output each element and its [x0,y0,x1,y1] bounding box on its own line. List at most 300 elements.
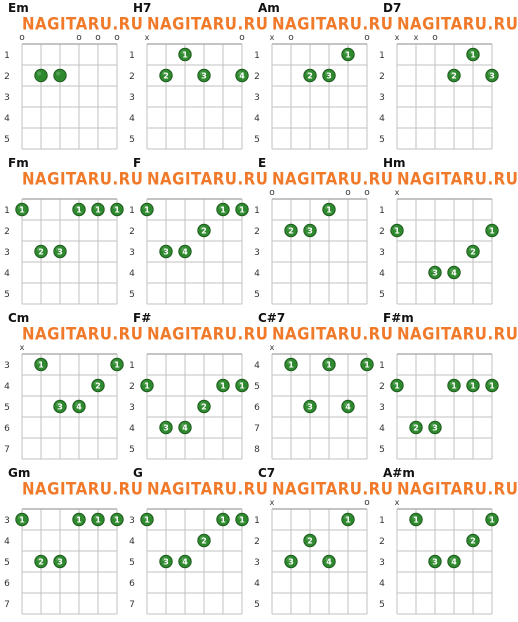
finger-dot [391,379,403,391]
finger-number: 1 [239,205,245,215]
finger-number: 1 [144,515,150,525]
fret-number: 2 [254,72,260,82]
fret-number: 3 [379,403,385,413]
brand-watermark: NAGITARU.RU [147,324,269,345]
finger-number: 1 [220,205,226,215]
brand-watermark: NAGITARU.RU [22,479,144,500]
fretboard [250,155,375,310]
finger-dot [111,203,123,215]
fret-number: 4 [4,537,10,547]
chord-diagram [125,310,269,465]
finger-number: 1 [489,226,495,236]
finger-dot [429,555,441,567]
finger-number: 3 [432,268,438,278]
finger-number: 3 [163,247,169,257]
finger-dot [160,69,172,81]
fret-number: 1 [254,206,260,216]
brand-watermark: NAGITARU.RU [22,14,144,35]
fret-number: 4 [254,579,260,589]
fret-number: 4 [379,269,385,279]
finger-number: 1 [114,515,120,525]
fret-number: 3 [4,516,10,526]
fretboard [0,0,125,155]
finger-dot [92,513,104,525]
fret-number: 4 [254,361,260,371]
fret-number: 4 [379,579,385,589]
finger-number: 2 [288,226,294,236]
finger-dot [323,358,335,370]
finger-dot [73,203,85,215]
fret-number: 3 [379,558,385,568]
fret-number: 3 [254,558,260,568]
fret-number: 3 [129,403,135,413]
fretboard [375,155,500,310]
fretboard [0,310,125,465]
finger-dot [198,224,210,236]
chord-name: H7 [133,1,152,15]
finger-dot [35,555,47,567]
finger-number: 3 [432,557,438,567]
finger-dot [448,379,460,391]
brand-watermark: NAGITARU.RU [147,169,269,190]
finger-number: 1 [470,50,476,60]
fret-number: 2 [379,72,385,82]
finger-number: 1 [95,515,101,525]
finger-number: 1 [470,381,476,391]
fret-number: 2 [254,537,260,547]
open-string-marker: o [269,188,275,198]
finger-dot [179,48,191,60]
finger-number: 2 [470,536,476,546]
fret-number: 5 [129,135,135,145]
chord-name: G [133,466,143,480]
finger-number: 4 [451,268,457,278]
brand-watermark: NAGITARU.RU [397,479,518,500]
finger-dot [486,513,498,525]
finger-dot [35,245,47,257]
fret-number: 4 [4,382,10,392]
finger-dot [410,513,422,525]
finger-number: 1 [114,205,120,215]
finger-dot [448,266,460,278]
finger-number: 4 [76,402,82,412]
brand-watermark: NAGITARU.RU [397,324,518,345]
finger-number: 2 [451,71,457,81]
finger-dot [304,400,316,412]
brand-watermark: NAGITARU.RU [147,14,269,35]
finger-dot [16,513,28,525]
finger-number: 4 [345,402,351,412]
finger-dot [217,513,229,525]
fret-number: 5 [379,445,385,455]
fret-number: 1 [379,51,385,61]
brand-watermark: NAGITARU.RU [272,479,394,500]
finger-dot [160,421,172,433]
finger-number: 2 [307,536,313,546]
fret-number: 1 [254,516,260,526]
open-string-marker: o [19,33,25,43]
fretboard [375,465,500,620]
fret-number: 1 [379,516,385,526]
finger-dot [486,379,498,391]
fret-number: 3 [254,248,260,258]
finger-number: 1 [76,205,82,215]
finger-number: 1 [413,515,419,525]
fret-number: 8 [254,445,260,455]
finger-dot [285,555,297,567]
chord-diagram [375,155,518,310]
finger-number: 1 [38,360,44,370]
fret-number: 4 [4,114,10,124]
finger-number: 1 [394,226,400,236]
finger-dot [323,203,335,215]
fret-number: 4 [129,114,135,124]
chord-name: Cm [8,311,30,325]
fret-number: 2 [4,72,10,82]
fret-number: 3 [379,93,385,103]
finger-number: 4 [182,423,188,433]
finger-dot [73,400,85,412]
finger-number: 1 [489,381,495,391]
finger-number: 4 [182,247,188,257]
brand-watermark: NAGITARU.RU [272,169,394,190]
finger-dot [467,379,479,391]
chord-name: F# [133,311,152,325]
chord-name: C#7 [258,311,286,325]
finger-dot [54,245,66,257]
finger-number: 3 [326,71,332,81]
finger-dot [361,358,373,370]
chord-name: Em [8,1,29,15]
chord-diagram [0,155,144,310]
muted-string-marker: x [413,33,419,42]
fret-number: 1 [4,51,10,61]
finger-dot [141,203,153,215]
finger-number: 2 [201,536,207,546]
fretboard [125,0,250,155]
finger-dot [179,421,191,433]
finger-number: 1 [76,515,82,525]
fret-number: 5 [254,600,260,610]
finger-dot [486,224,498,236]
finger-number: 2 [95,381,101,391]
open-string-marker: o [288,33,294,43]
finger-number: 1 [239,515,245,525]
fret-number: 1 [129,51,135,61]
fret-number: 5 [4,135,10,145]
fret-number: 5 [129,445,135,455]
muted-string-marker: x [269,498,275,507]
finger-number: 1 [114,360,120,370]
fret-number: 7 [4,600,10,610]
finger-dot [73,513,85,525]
finger-dot [54,69,66,81]
fret-number: 3 [129,248,135,258]
fret-number: 4 [129,269,135,279]
brand-watermark: NAGITARU.RU [397,14,518,35]
open-string-marker: o [345,188,351,198]
finger-number: 3 [307,226,313,236]
finger-dot [35,358,47,370]
fret-number: 6 [254,403,260,413]
fret-number: 5 [254,135,260,145]
muted-string-marker: x [394,498,400,507]
finger-number: 2 [38,557,44,567]
open-string-marker: o [76,33,82,43]
finger-number: 4 [182,557,188,567]
finger-dot [236,379,248,391]
chord-name: Gm [8,466,31,480]
fret-number: 6 [4,424,10,434]
finger-dot [16,203,28,215]
fretboard [375,0,500,155]
fret-number: 5 [129,290,135,300]
finger-dot [467,48,479,60]
open-string-marker: o [95,33,101,43]
chord-diagram [375,465,518,620]
finger-number: 1 [345,50,351,60]
chord-diagram [0,310,144,465]
fret-number: 7 [129,600,135,610]
fret-number: 5 [379,290,385,300]
fretboard [125,465,250,620]
finger-number: 3 [163,423,169,433]
chord-diagram [375,310,518,465]
finger-dot [323,69,335,81]
finger-number: 1 [239,381,245,391]
fret-number: 4 [129,537,135,547]
fret-number: 4 [4,269,10,279]
finger-number: 2 [413,423,419,433]
muted-string-marker: x [394,188,400,197]
finger-number: 2 [163,71,169,81]
brand-watermark: NAGITARU.RU [272,14,394,35]
fret-number: 2 [129,227,135,237]
chord-name: D7 [383,1,402,15]
fret-number: 1 [4,206,10,216]
finger-number: 1 [182,50,188,60]
finger-number: 1 [19,515,25,525]
fretboard [0,155,125,310]
finger-number: 1 [345,515,351,525]
fret-number: 2 [379,382,385,392]
fret-number: 5 [4,290,10,300]
fret-number: 5 [379,600,385,610]
fret-number: 2 [129,72,135,82]
finger-dot [304,69,316,81]
finger-dot [448,555,460,567]
finger-number: 2 [470,247,476,257]
muted-string-marker: x [269,343,275,352]
finger-dot [236,513,248,525]
fretboard [250,310,375,465]
finger-dot [141,513,153,525]
finger-number: 3 [57,557,63,567]
fret-number: 1 [379,206,385,216]
chord-name: F#m [383,311,414,325]
fret-number: 4 [254,269,260,279]
fret-number: 5 [129,558,135,568]
fret-number: 7 [4,445,10,455]
finger-number: 1 [95,205,101,215]
finger-dot [198,534,210,546]
fret-number: 4 [254,114,260,124]
open-string-marker: o [432,33,438,43]
fret-number: 7 [254,424,260,434]
finger-dot [342,513,354,525]
finger-dot [391,224,403,236]
finger-number: 1 [288,360,294,370]
fret-number: 3 [254,93,260,103]
chord-name: F [133,156,142,170]
finger-dot [160,555,172,567]
fret-number: 2 [4,227,10,237]
fretboard [250,465,375,620]
chord-diagram [125,155,269,310]
finger-dot [111,358,123,370]
finger-number: 1 [144,381,150,391]
fret-number: 3 [4,248,10,258]
finger-dot [236,69,248,81]
finger-dot [342,400,354,412]
finger-dot [304,224,316,236]
chord-name: A#m [383,466,415,480]
fretboard [0,465,125,620]
finger-number: 1 [489,515,495,525]
fret-number: 5 [254,290,260,300]
finger-dot [323,555,335,567]
finger-dot [217,379,229,391]
fretboard [125,155,250,310]
fret-number: 3 [4,361,10,371]
finger-number: 2 [201,226,207,236]
finger-dot [410,421,422,433]
brand-watermark: NAGITARU.RU [272,324,394,345]
finger-dot [467,245,479,257]
fret-number: 2 [379,227,385,237]
fret-number: 5 [4,403,10,413]
finger-dot [160,245,172,257]
finger-number: 1 [394,381,400,391]
fret-number: 3 [4,93,10,103]
finger-dot [429,266,441,278]
open-string-marker: o [239,33,245,43]
finger-number: 2 [307,71,313,81]
brand-watermark: NAGITARU.RU [397,169,518,190]
finger-number: 1 [19,205,25,215]
fret-number: 5 [254,382,260,392]
chord-diagram [250,465,394,620]
chord-diagram [0,465,144,620]
muted-string-marker: x [19,343,25,352]
fret-number: 1 [129,206,135,216]
fretboard [250,0,375,155]
fret-number: 6 [129,579,135,589]
fretboard [375,310,500,465]
finger-dot [198,400,210,412]
chord-name: Hm [383,156,406,170]
fret-number: 3 [129,516,135,526]
finger-number: 3 [57,247,63,257]
finger-dot [54,400,66,412]
finger-dot [448,69,460,81]
open-string-marker: o [364,498,370,508]
fret-number: 2 [254,227,260,237]
muted-string-marker: x [144,33,150,42]
chord-diagram [250,310,394,465]
finger-number: 3 [489,71,495,81]
finger-number: 3 [163,557,169,567]
muted-string-marker: x [269,33,275,42]
fretboard [125,310,250,465]
finger-number: 3 [307,402,313,412]
fret-number: 6 [4,579,10,589]
finger-dot [54,555,66,567]
finger-number: 4 [239,71,245,81]
finger-number: 1 [144,205,150,215]
finger-dot [429,421,441,433]
fret-number: 4 [379,114,385,124]
fret-number: 2 [129,382,135,392]
fret-number: 4 [129,424,135,434]
finger-number: 1 [220,515,226,525]
finger-dot [92,203,104,215]
muted-string-marker: x [394,33,400,42]
finger-dot [486,69,498,81]
finger-dot [342,48,354,60]
fret-number: 5 [4,558,10,568]
chord-name: Am [258,1,280,15]
finger-number: 4 [326,557,332,567]
chord-name: E [258,156,267,170]
chord-name: C7 [258,466,276,480]
finger-dot [285,224,297,236]
brand-watermark: NAGITARU.RU [22,169,144,190]
open-string-marker: o [114,33,120,43]
chord-diagram [250,155,394,310]
finger-number: 1 [326,360,332,370]
brand-watermark: NAGITARU.RU [22,324,144,345]
fret-number: 2 [379,537,385,547]
finger-dot [285,358,297,370]
finger-number: 1 [326,205,332,215]
finger-dot [179,555,191,567]
finger-number: 3 [288,557,294,567]
open-string-marker: o [364,188,370,198]
finger-number: 3 [201,71,207,81]
finger-dot [467,534,479,546]
finger-number: 1 [220,381,226,391]
fret-number: 3 [379,248,385,258]
chord-diagram [375,0,518,155]
finger-number: 2 [38,247,44,257]
fret-number: 3 [129,93,135,103]
finger-dot [198,69,210,81]
finger-number: 3 [57,402,63,412]
fret-number: 1 [254,51,260,61]
finger-dot [111,513,123,525]
chord-name: Fm [8,156,29,170]
brand-watermark: NAGITARU.RU [147,479,269,500]
finger-dot [217,203,229,215]
finger-dot [92,379,104,391]
finger-dot [141,379,153,391]
finger-dot [179,245,191,257]
finger-dot [304,534,316,546]
fret-number: 5 [379,135,385,145]
finger-dot [35,69,47,81]
finger-number: 4 [451,557,457,567]
